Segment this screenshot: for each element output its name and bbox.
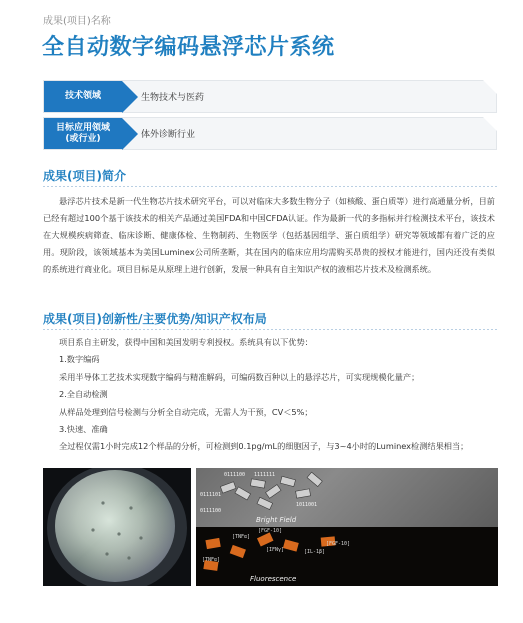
application-field-label [44, 118, 122, 149]
bead-code: 0111100 [224, 472, 246, 478]
innovation-line: 3.快速、准确 [59, 423, 108, 434]
innovation-line: 全过程仅需1小时完成12个样品的分析，可检测到0.1pg/mL的细胞因子，与3~4小时的Luminex检测结果相当； [59, 441, 469, 452]
innovation-line: 1.数字编码 [59, 354, 100, 365]
application-field-label-line2: (或行业) [65, 133, 101, 144]
info-row-application-field [43, 117, 497, 150]
fluorescence-label: Fluorescence [250, 575, 297, 583]
bead-code: 0111101 [200, 492, 222, 498]
bright-field-panel [196, 468, 498, 527]
info-row-tech-field [43, 80, 497, 113]
corner-fold-icon [483, 117, 497, 131]
fluor-label: [TNFα] [202, 557, 221, 563]
application-field-label-line1: 目标应用领域 [55, 122, 110, 133]
wafer-photo [43, 468, 191, 586]
innovation-line: 采用半导体工艺技术实现数字编码与精准解码，可编码数百种以上的悬浮芯片，可实现规模化量产； [59, 371, 420, 382]
fluor-label: [FGF-10] [326, 541, 351, 547]
innovation-line: 项目系自主研发，获得中国和美国发明专利授权。系统具有以下优势： [59, 337, 313, 347]
innovation-line: 从样品处理到信号检测与分析全自动完成，无需人为干预，CV＜5%； [59, 406, 313, 417]
project-name-label: 成果(项目)名称 [43, 16, 111, 27]
wafer-image [43, 468, 191, 586]
fluor-label: [FGF-10] [258, 528, 283, 534]
tech-field-label: 技术领域 [44, 81, 122, 112]
bright-field-label: Bright Field [256, 516, 297, 524]
tech-field-value: 生物技术与医药 [141, 93, 205, 103]
application-field-value: 体外诊断行业 [141, 130, 196, 140]
fluor-label: [TNFα] [232, 534, 251, 540]
fluorescence-panel [196, 527, 498, 586]
fluor-label: [IFNγ] [266, 547, 285, 553]
section-divider [43, 186, 497, 187]
section-divider [43, 329, 497, 330]
label-arrow-icon [122, 81, 138, 113]
bead-code: 0111100 [200, 508, 222, 514]
innovation-line: 2.全自动检测 [59, 389, 108, 400]
bead-code: 1011001 [296, 502, 318, 508]
innovation-list [59, 334, 499, 456]
innovation-section-title: 成果(项目)创新性/主要优势/知识产权布局 [43, 312, 267, 326]
bead-microscopy-figure [196, 468, 498, 586]
intro-section-title: 成果(项目)简介 [43, 169, 126, 183]
project-title: 全自动数字编码悬浮芯片系统 [42, 35, 335, 60]
bead-code: 1111111 [254, 472, 276, 478]
label-arrow-icon [122, 118, 138, 150]
fluor-label: [IL-1β] [304, 549, 326, 555]
intro-paragraph: 悬浮芯片技术是新一代生物芯片技术研究平台，可以对临床大多数生物分子（如核酸、蛋白质等）进行高通量分析，目前已经有超过100个基于该技术的相关产品通过美国FDA和中国CFDA认证。作为最新一代的多指标并行检测技术平台，该技术在大规模疾病筛查、临床诊断、健康体检、生物制药、生物医学（包括基因组学、蛋白质组学）研究等领域都有着广泛的应用。现阶段，该领域基本为美国Luminex公司所垄断，其在国内的临床应用均需购买昂贵的授权才能进行，国内还没有类似的系统进行商业化。项目目标是从原理上进行创新，发展一种具有自主知识产权的液相芯片技术及检测系统。 [43, 196, 495, 274]
corner-fold-icon [483, 80, 497, 94]
